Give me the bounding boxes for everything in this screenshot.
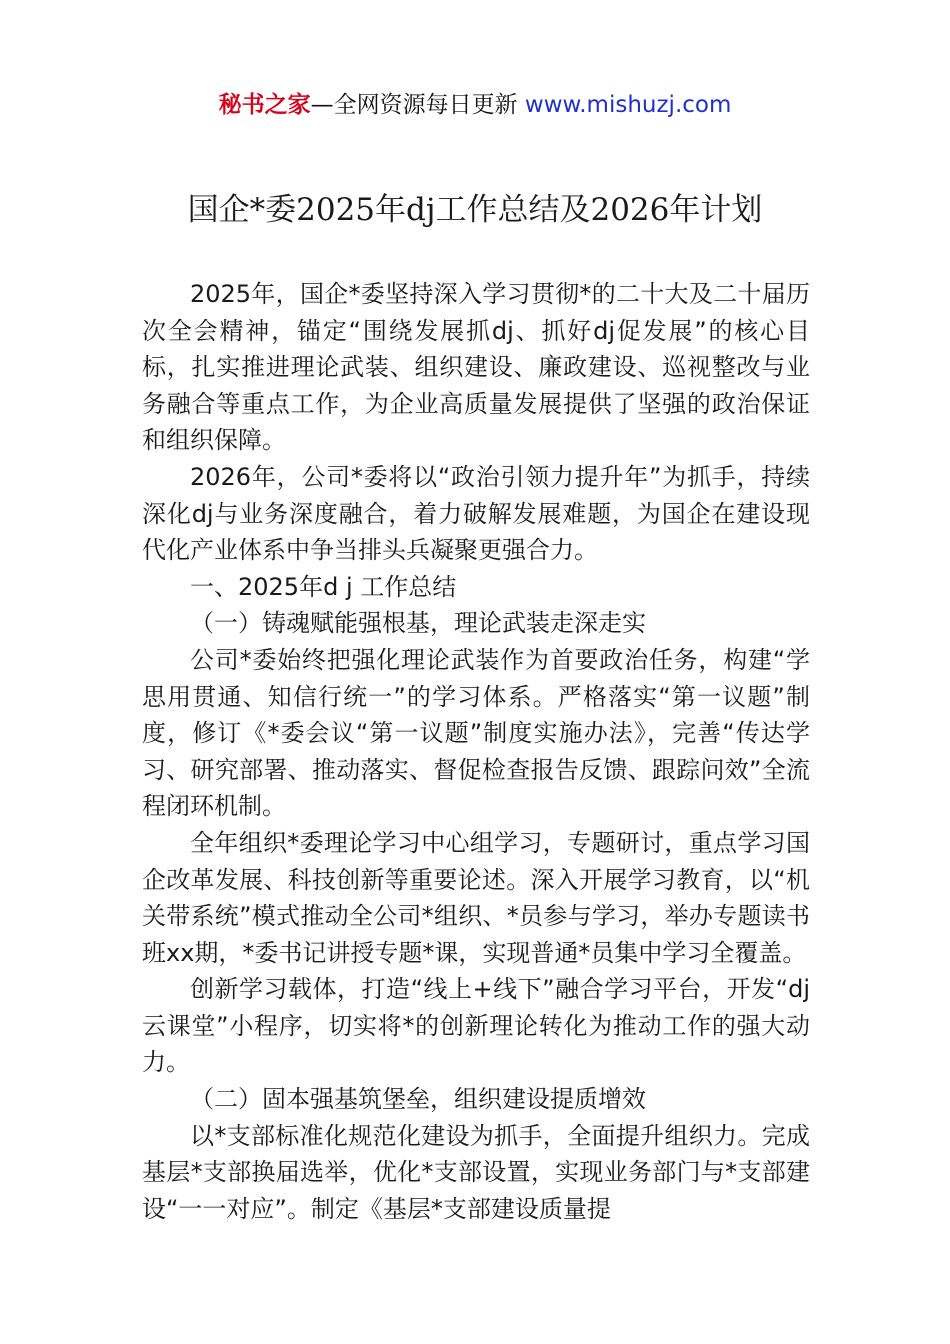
body-paragraph: 全年组织*委理论学习中心组学习，专题研讨，重点学习国企改革发展、科技创新等重要论述。深入开展学习教育，以“机关带系统”模式推动全公司*组织、*员参与学习，举办专题读书班xx期，*委书记讲授专题*课，实现普通*员集中学习全覆盖。 (142, 828, 810, 967)
body-paragraph: 创新学习载体，打造“线上+线下”融合学习平台，开发“dj云课堂”小程序，切实将*的创新理论转化为推动工作的强大动力。 (142, 975, 810, 1077)
document-title: 国企*委2025年dj工作总结及2026年计划 (187, 192, 763, 228)
subsection-heading-1: （一）铸魂赋能强根基，理论武装走深走实 (190, 609, 646, 638)
site-url[interactable]: www.mishuzj.com (524, 92, 732, 118)
intro-paragraph-2026: 2026年，公司*委将以“政治引领力提升年”为抓手，持续深化dj与业务深度融合，着力破解发展难题，为国企在建设现代化产业体系中争当排头兵凝聚更强合力。 (142, 462, 810, 565)
section-heading-1: 一、2025年d j 工作总结 (190, 572, 457, 601)
body-paragraph: 公司*委始终把强化理论武装作为首要政治任务，构建“学思用贯通、知信行统一”的学习体系。严格落实“第一议题”制度，修订《*委会议“第一议题”制度实施办法》，完善“传达学习、研究部署、推动落实、督促检查报告反馈、跟踪问效”全流程闭环机制。 (142, 645, 810, 821)
subsection-heading-2: （二）固本强基筑堡垒，组织建设提质增效 (190, 1085, 646, 1114)
site-header (0, 88, 950, 122)
document-body (142, 276, 810, 1227)
intro-paragraph-2025: 2025年，国企*委坚持深入学习贯彻*的二十大及二十届历次全会精神，锚定“围绕发展抓dj、抓好dj促发展”的核心目标，扎实推进理论武装、组织建设、廉政建设、巡视整改与业务融合等重点工作，为企业高质量发展提供了坚强的政治保证和组织保障。 (142, 280, 810, 455)
site-tagline: —全网资源每日更新 (310, 92, 518, 118)
body-paragraph: 以*支部标准化规范化建设为抓手，全面提升组织力。完成基层*支部换届选举，优化*支部设置，实现业务部门与*支部建设“一一对应”。制定《基层*支部建设质量提 (142, 1121, 810, 1223)
site-brand: 秘书之家 (218, 92, 311, 118)
